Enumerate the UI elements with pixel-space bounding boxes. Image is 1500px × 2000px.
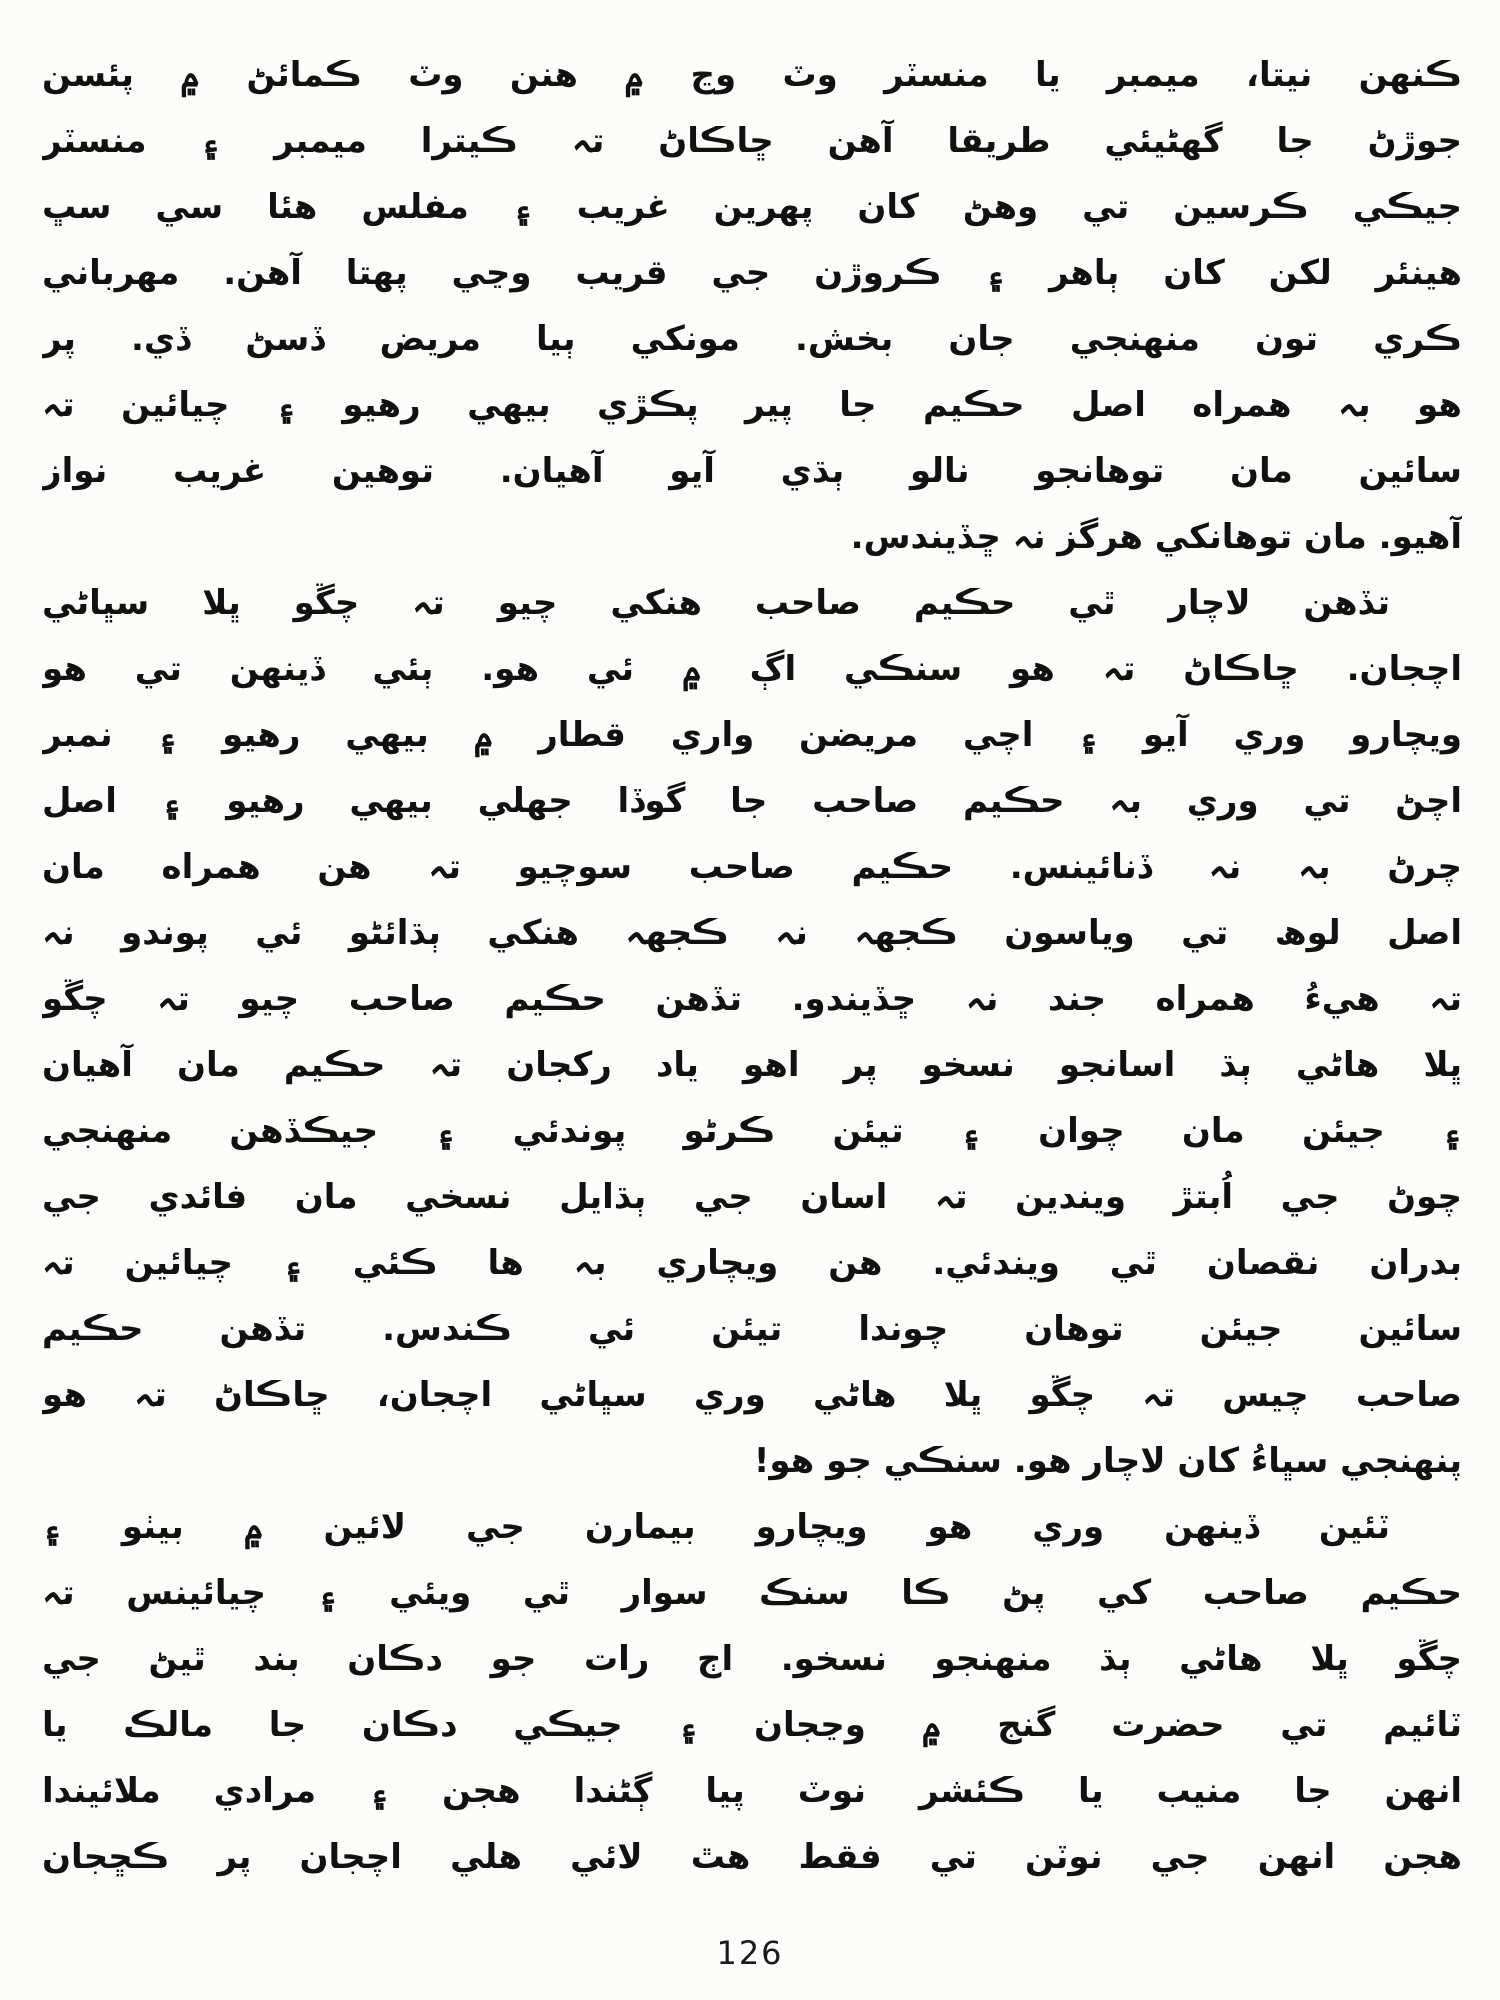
- text-line: آهيو. مان توهانکي هرگز نہ ڇڏيندس.: [850, 517, 1462, 557]
- text-line: ويچارو وري آيو ۽ اچي مريضن واري قطار ۾ بيهي رهيو ۽ نمبر: [42, 715, 1462, 755]
- text-line: ۽ جيئن مان چوان ۽ تيئن ڪرڻو پوندئي ۽ جيڪڏهن منهنجي: [42, 1111, 1462, 1151]
- text-line: پنهنجي سڀاءُ کان لاچار هو. سنڪي جو هو!: [753, 1441, 1462, 1481]
- text-line: سائين جيئن توهان چوندا تيئن ئي ڪندس. تڏهن حڪيم: [42, 1309, 1462, 1349]
- text-line: جوڙڻ جا گهڻيئي طريقا آهن ڇاڪاڻ تہ ڪيترا ميمبر ۽ منسٽر: [42, 121, 1462, 161]
- text-line: صاحب چيس تہ چڱو ڀلا هاڻي وري سڀاڻي اچجان، ڇاڪاڻ تہ هو: [42, 1375, 1462, 1415]
- text-line: تہ هيءُ همراه جند نہ ڇڏيندو. تڏهن حڪيم صاحب چيو تہ چڱو: [42, 979, 1462, 1019]
- text-line: هو بہ همراه اصل حڪيم جا پير پڪڙي بيهي رهيو ۽ چيائين تہ: [42, 385, 1462, 425]
- text-line: ٽائيم تي حضرت گنج ۾ وڃجان ۽ جيڪي دڪان جا مالڪ يا: [42, 1705, 1462, 1745]
- text-line: ڀلا هاڻي ٻڌ اسانجو نسخو پر اهو ياد رکجان تہ حڪيم مان آهيان: [42, 1045, 1462, 1085]
- text-line: ٽئين ڏينهن وري هو ويچارو بيمارن جي لائين ۾ بيٺو ۽: [42, 1507, 1390, 1547]
- text-line: سائين مان توهانجو نالو ٻڌي آيو آهيان. توهين غريب نواز: [42, 451, 1462, 491]
- text-line: اچڻ تي وري بہ حڪيم صاحب جا گوڏا جهلي بيهي رهيو ۽ اصل: [42, 781, 1462, 821]
- text-line: چرڻ بہ نہ ڏنائينس. حڪيم صاحب سوچيو تہ هن همراه مان: [42, 847, 1462, 887]
- text-line: چوڻ جي اُبتڙ ويندين تہ اسان جي ٻڌايل نسخي مان فائدي جي: [42, 1177, 1462, 1217]
- text-line: ڪنهن نيتا، ميمبر يا منسٽر وٽ وڃ ۾ هنن وٽ ڪمائڻ ۾ پئسن: [42, 55, 1462, 95]
- text-line: هينئر لکن کان ٻاهر ۽ ڪروڙن جي قريب وڃي پهتا آهن. مهرباني: [42, 253, 1462, 293]
- text-line: ڪري تون منهنجي جان بخش. مونکي ٻيا مريض ڏسڻ ڏي. پر: [42, 319, 1462, 359]
- page-number: 126: [716, 1934, 784, 1972]
- text-line: جيڪي ڪرسين تي وهڻ کان پهرين غريب ۽ مفلس هئا سي سڀ: [42, 187, 1462, 227]
- text-line: اچجان. ڇاڪاڻ تہ هو سنڪي اڳ ۾ ئي هو. ٻئي ڏينهن تي هو: [42, 649, 1462, 689]
- text-line: انهن جا منيب يا ڪئشر نوٽ پيا ڳڻندا هجن ۽ مرادي ملائيندا: [42, 1771, 1462, 1811]
- text-line: چڱو ڀلا هاڻي ٻڌ منهنجو نسخو. اڄ رات جو دڪان بند ٿيڻ جي: [42, 1639, 1462, 1679]
- text-line: هجن انهن جي نوٽن تي فقط هٿ لائي هلي اچجان پر ڪڇجان: [42, 1837, 1462, 1877]
- text-line: اصل لوھ تي وياسون ڪجهہ نہ ڪجهہ هنکي ٻڌائڻو ئي پوندو نہ: [42, 913, 1462, 953]
- text-line: حڪيم صاحب کي پڻ ڪا سنڪ سوار ٿي ويئي ۽ چيائينس تہ: [42, 1573, 1462, 1613]
- text-block: [42, 42, 1462, 1890]
- text-line: بدران نقصان ٿي ويندئي. هن ويچاري بہ ها ڪئي ۽ چيائين تہ: [42, 1243, 1462, 1283]
- text-line: تڏهن لاچار ٿي حڪيم صاحب هنکي چيو تہ چڱو ڀلا سڀاڻي: [42, 583, 1390, 623]
